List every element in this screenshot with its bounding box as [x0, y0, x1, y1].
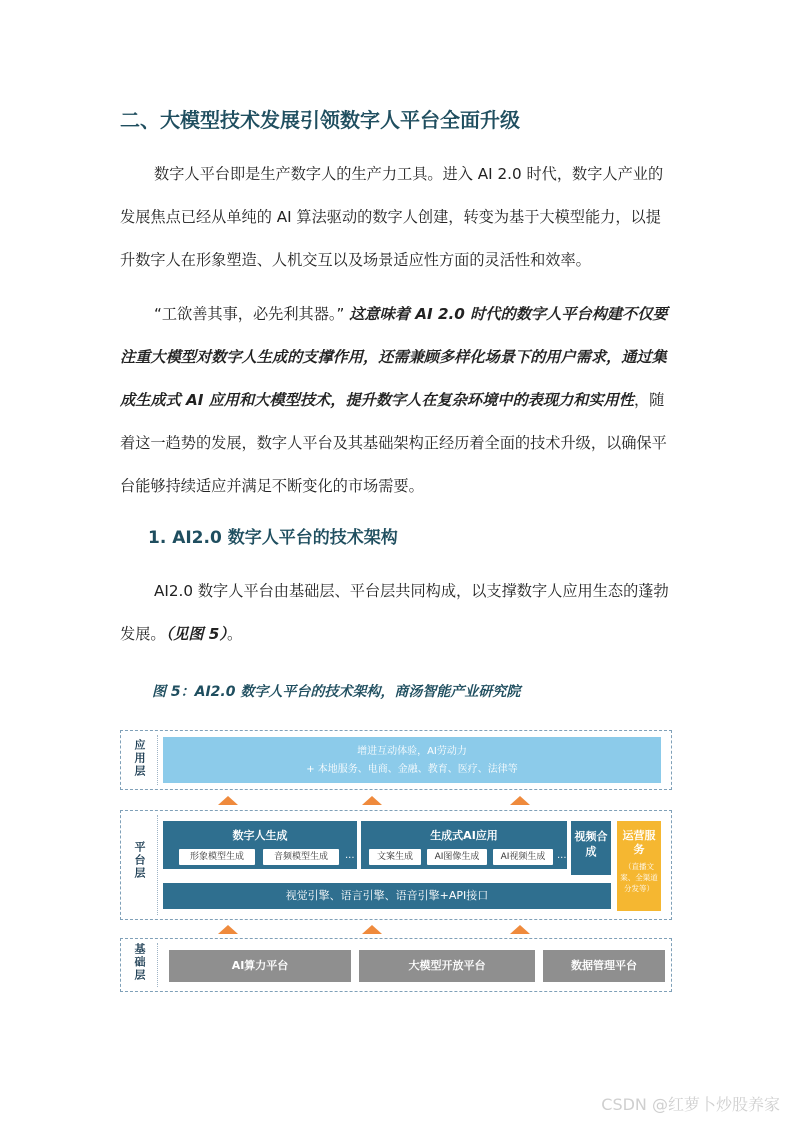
- base-item-compute: AI算力平台: [169, 950, 351, 982]
- paragraph-2: [120, 293, 676, 508]
- chip-copywriting: 文案生成: [369, 849, 421, 865]
- layer-divider: [157, 815, 158, 915]
- base-layer-panel: [120, 938, 672, 992]
- operations-title: 运营服务: [622, 829, 656, 856]
- up-arrow-icon: [510, 796, 530, 805]
- ellipsis: ...: [557, 850, 567, 861]
- video-synthesis-label: 视频合成: [574, 830, 608, 858]
- watermark: CSDN @红萝卜炒股养家: [601, 1095, 780, 1114]
- operations-service-box: [617, 821, 661, 911]
- platform-layer-label: 平台层: [133, 841, 146, 880]
- operations-subtitle: （直播文案、全渠道分发等）: [620, 862, 658, 893]
- chip-audio-model: 音频模型生成: [263, 849, 339, 865]
- ellipsis: ...: [345, 850, 355, 861]
- application-layer-panel: [120, 730, 672, 790]
- figure-caption: 图 5：AI2.0 数字人平台的技术架构，商汤智能产业研究院: [152, 684, 521, 700]
- digital-human-generation-group: [163, 821, 357, 869]
- up-arrow-icon: [218, 796, 238, 805]
- chip-ai-video: AI视频生成: [493, 849, 553, 865]
- application-layer-label: 应用层: [133, 739, 146, 778]
- up-arrow-icon: [362, 925, 382, 934]
- platform-layer-panel: [120, 810, 672, 920]
- paragraph-3-end: 。: [226, 625, 243, 643]
- application-box: [163, 737, 661, 783]
- chip-ai-image: AI图像生成: [427, 849, 487, 865]
- paragraph-2-emphasis: 这意味着 AI 2.0 时代的数字人平台构建不仅要注重大模型对数字人生成的支撑作用，还需兼顾多样化场景下的用户需求，通过集成生成式 AI 应用和大模型技术，提升数字人在复杂环境中的表现力和实用性: [120, 305, 668, 409]
- chip-image-model: 形象模型生成: [179, 849, 255, 865]
- engine-api-label: 视觉引擎、语言引擎、语音引擎+API接口: [285, 889, 489, 902]
- base-item-model-platform: 大模型开放平台: [359, 950, 535, 982]
- paragraph-1: [120, 153, 676, 282]
- layer-divider: [157, 735, 158, 785]
- up-arrow-icon: [510, 925, 530, 934]
- up-arrow-icon: [362, 796, 382, 805]
- group-title: 数字人生成: [232, 829, 288, 842]
- group-title: 生成式AI应用: [430, 829, 498, 842]
- application-line-1: 增进互动体验，AI劳动力: [357, 746, 467, 757]
- layer-divider: [157, 943, 158, 987]
- paragraph-3: [120, 570, 676, 656]
- generative-ai-group: [361, 821, 567, 869]
- paragraph-1-text: 数字人平台即是生产数字人的生产力工具。进入 AI 2.0 时代，数字人产业的发展焦点已经从单纯的 AI 算法驱动的数字人创建，转变为基于大模型能力，以提升数字人在形象塑造、人机交互以及场景适应性方面的灵活性和效率。: [120, 165, 664, 269]
- section-heading: 二、大模型技术发展引领数字人平台全面升级: [120, 108, 520, 132]
- paragraph-2-quote: “工欲善其事，必先利其器。”: [154, 305, 350, 323]
- engine-api-bar: [163, 883, 611, 909]
- video-synthesis-box: [571, 821, 611, 875]
- base-item-data-platform: 数据管理平台: [543, 950, 665, 982]
- architecture-diagram: [120, 730, 672, 995]
- base-layer-label: 基础层: [133, 943, 146, 982]
- paragraph-2-rest: ，随着这一趋势的发展，数字人平台及其基础架构正经历着全面的技术升级，以确保平台能够持续适应并满足不断变化的市场需要。: [120, 391, 667, 495]
- subsection-heading: 1. AI2.0 数字人平台的技术架构: [148, 528, 398, 548]
- application-line-2: + 本地服务、电商、金融、教育、医疗、法律等: [306, 764, 518, 775]
- up-arrow-icon: [218, 925, 238, 934]
- figure-reference: （见图 5）: [165, 625, 227, 643]
- paragraph-3-text: AI2.0 数字人平台由基础层、平台层共同构成，以支撑数字人应用生态的蓬勃发展。: [120, 582, 669, 643]
